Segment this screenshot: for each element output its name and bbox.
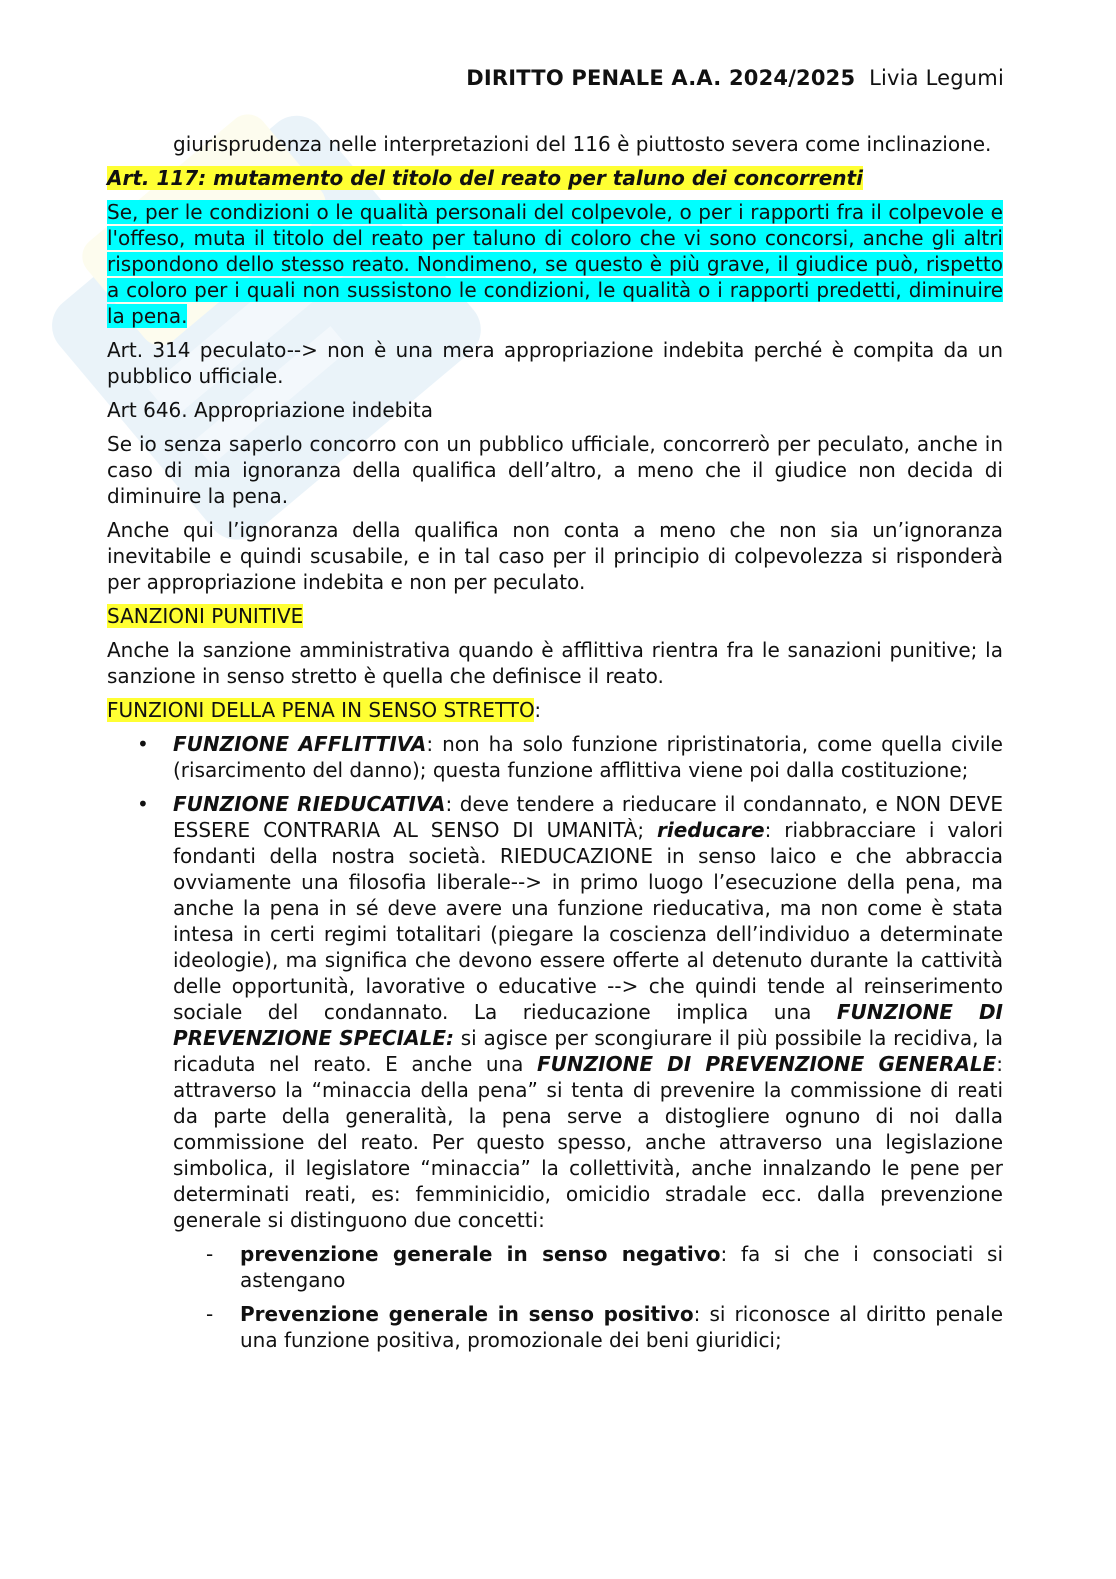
afflittiva-label: FUNZIONE AFFLITTIVA xyxy=(173,732,427,756)
intro-paragraph: giurisprudenza nelle interpretazioni del 116 è piuttosto severa come inclinazione. xyxy=(173,132,992,156)
concorso-paragraph: Se io senza saperlo concorro con un pubblico ufficiale, concorrerò per peculato, anche in caso di mia ignoranza della qualifica dell’altro, a meno che il giudice non decida di diminuire la pena. xyxy=(107,432,1003,508)
list-item-afflittiva xyxy=(107,731,1003,783)
list-item-negativo xyxy=(107,1241,1003,1293)
art117-title: Art. 117: mutamento del titolo del reato per taluno dei concorrenti xyxy=(107,166,863,190)
sanzioni-paragraph: Anche la sanzione amministrativa quando è afflittiva rientra fra le sanazioni punitive; la sanzione in senso stretto è quella che definisce il reato. xyxy=(107,638,1003,688)
negativo-label: prevenzione generale in senso negativo xyxy=(240,1242,721,1266)
page-header xyxy=(466,66,1004,90)
bullet-icon: • xyxy=(137,732,149,756)
art117-text-paragraph xyxy=(107,199,1003,329)
art314-paragraph: Art. 314 peculato--> non è una mera appropriazione indebita perché è compita da un pubblico ufficiale. xyxy=(107,338,1003,388)
bullet-icon: • xyxy=(137,792,149,816)
list-item-positivo xyxy=(107,1301,1003,1353)
rieducativa-text-4: : attraverso la “minaccia della pena” si tenta di prevenire la commissione di reati da parte della generalità, la pena serve a distogliere ognuno di noi dalla commissione del reato. Per questo spesso, anche attraverso una legislazione simbolica, il legislatore “minaccia” la collettività, anche innalzando le pene per determinati reati, es: femminicidio, omicidio stradale ecc. dalla prevenzione generale si distinguono due concetti: xyxy=(173,1052,1003,1232)
art117-text: Se, per le condizioni o le qualità personali del colpevole, o per i rapporti fra il colpevole e l'offeso, muta il titolo del reato per taluno di coloro che vi sono concorsi, anche gli altri rispondono dello stesso reato. Nondimeno, se questo è più grave, il giudice può, rispetto a coloro per i quali non sussistono le condizioni, le qualità o i rapporti predetti, diminuire la pena. xyxy=(107,200,1003,328)
list-item-rieducativa xyxy=(107,791,1003,1233)
rieducativa-text-2: : riabbracciare i valori fondanti della nostra società. RIEDUCAZIONE in senso laico e che abbraccia ovviamente una filosofia liberale--> in primo luogo l’esecuzione della pena, ma anche la pena in sé deve avere una funzione rieducativa, ma non come è stata intesa in certi regimi totalitari (piegare la coscienza dell’individuo a determinate ideologie), ma significa che devono essere offerte al detenuto durante la cattività delle opportunità, lavorative o educative --> che quindi tende al reinserimento sociale del condannato. La rieducazione implica una xyxy=(173,818,1004,1024)
sanzioni-heading-text: SANZIONI PUNITIVE xyxy=(107,604,304,628)
rieducativa-text-3: si agisce per scongiurare il più possibile la recidiva, la ricaduta nel reato. E anche una xyxy=(173,1026,1003,1076)
prevenzione-speciale-term: FUNZIONE DI PREVENZIONE SPECIALE: xyxy=(173,1000,1003,1050)
rieducativa-label: FUNZIONE RIEDUCATIVA xyxy=(173,792,446,816)
rieducativa-text-1: : deve tendere a rieducare il condannato, e NON DEVE ESSERE CONTRARIA AL SENSO DI UMANITÀ; xyxy=(173,792,1003,842)
rieducare-term: rieducare xyxy=(656,818,765,842)
funzioni-heading-text: FUNZIONI DELLA PENA IN SENSO STRETTO xyxy=(107,698,535,722)
document-body xyxy=(107,131,1003,1361)
positivo-text: : si riconosce al diritto penale una funzione positiva, promozionale dei beni giuridici; xyxy=(240,1302,1004,1352)
prevenzione-generale-term: FUNZIONE DI PREVENZIONE GENERALE xyxy=(537,1052,997,1076)
document-title: DIRITTO PENALE A.A. 2024/2025 xyxy=(466,66,856,90)
art117-heading xyxy=(107,165,1003,191)
negativo-text: : fa si che i consociati si astengano xyxy=(240,1242,1003,1292)
sanzioni-heading xyxy=(107,603,1003,629)
dash-icon: - xyxy=(206,1302,214,1326)
funzioni-heading-colon: : xyxy=(534,698,542,722)
afflittiva-text: : non ha solo funzione ripristinatoria, come quella civile (risarcimento del danno); questa funzione afflittiva viene poi dalla costituzione; xyxy=(173,732,1003,782)
art646-paragraph: Art 646. Appropriazione indebita xyxy=(107,398,434,422)
ignoranza-paragraph: Anche qui l’ignoranza della qualifica non conta a meno che non sia un’ignoranza inevitabile e quindi scusabile, e in tal caso per il principio di colpevolezza si risponderà per appropriazione indebita e non per peculato. xyxy=(107,518,1003,594)
funzioni-heading xyxy=(107,697,1003,723)
positivo-label: Prevenzione generale in senso positivo xyxy=(240,1302,694,1326)
author-name: Livia Legumi xyxy=(869,66,1004,90)
dash-icon: - xyxy=(206,1242,214,1266)
